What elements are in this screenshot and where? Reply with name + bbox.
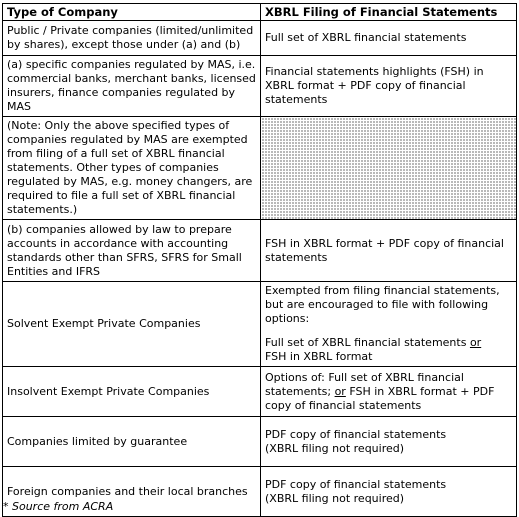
row5-filing-line3: FSH in XBRL format [265, 350, 373, 363]
row6-or: or [334, 384, 346, 398]
row4-company: (b) companies allowed by law to prepare accounts in accordance with accounting standards other than SFRS, SFRS for Small Entities and IFRS [3, 220, 261, 282]
row5-option-a: Full set of XBRL financial statements [265, 336, 470, 349]
table-row [3, 117, 517, 220]
row3-note: (Note: Only the above specified types of companies regulated by MAS are exempted from filing of a full set of XBRL financial statements. Other types of companies regulated by MAS, e.g. money changers, are required to file a full set of XBRL financial statements.) [3, 117, 261, 220]
row1-filing: Full set of XBRL financial statements [261, 21, 517, 56]
row8-filing-line2: (XBRL filing not required) [265, 491, 405, 505]
xbrl-filing-table [2, 3, 517, 517]
header-type-of-company: Type of Company [3, 4, 261, 21]
table-row [3, 417, 517, 467]
row5-company: Solvent Exempt Private Companies [3, 282, 261, 367]
table-row [3, 367, 517, 417]
row7-filing-line1: PDF copy of financial statements [265, 427, 447, 441]
table-header-row [3, 4, 517, 21]
row4-filing: FSH in XBRL format + PDF copy of financial statements [261, 220, 517, 282]
row2-company: (a) specific companies regulated by MAS, i.e. commercial banks, merchant banks, licensed insurers, finance companies regulated by MAS [3, 56, 261, 117]
row6-option-a: Options of: Full set of XBRL financial statements; [265, 370, 464, 398]
row3-dotted-cell [261, 117, 517, 220]
header-xbrl-filing: XBRL Filing of Financial Statements [261, 4, 517, 21]
row7-company: Companies limited by guarantee [3, 417, 261, 467]
row5-filing-line2 [265, 336, 512, 350]
table-row [3, 56, 517, 117]
table-row [3, 21, 517, 56]
row7-filing-line2: (XBRL filing not required) [265, 441, 405, 455]
row7-filing [261, 417, 517, 467]
row5-filing [261, 282, 517, 367]
row6-option-b: FSH in XBRL format + PDF copy of financial statements [265, 384, 495, 412]
table-row [3, 220, 517, 282]
row5-or: or [469, 336, 482, 349]
row6-filing [261, 367, 517, 417]
row6-company: Insolvent Exempt Private Companies [3, 367, 261, 417]
table-row [3, 282, 517, 367]
row5-gap [265, 326, 512, 336]
source-note: * Source from ACRA [3, 500, 114, 513]
row2-filing: Financial statements highlights (FSH) in XBRL format + PDF copy of financial statements [261, 56, 517, 117]
row5-filing-line1: Exempted from filing financial statements, but are encouraged to file with following options: [265, 284, 500, 325]
row8-filing [261, 467, 517, 517]
row8-filing-line1: PDF copy of financial statements [265, 477, 447, 491]
row1-company: Public / Private companies (limited/unlimited by shares), except those under (a) and (b) [3, 21, 261, 56]
row8-company: Foreign companies and their local branches [3, 467, 261, 517]
